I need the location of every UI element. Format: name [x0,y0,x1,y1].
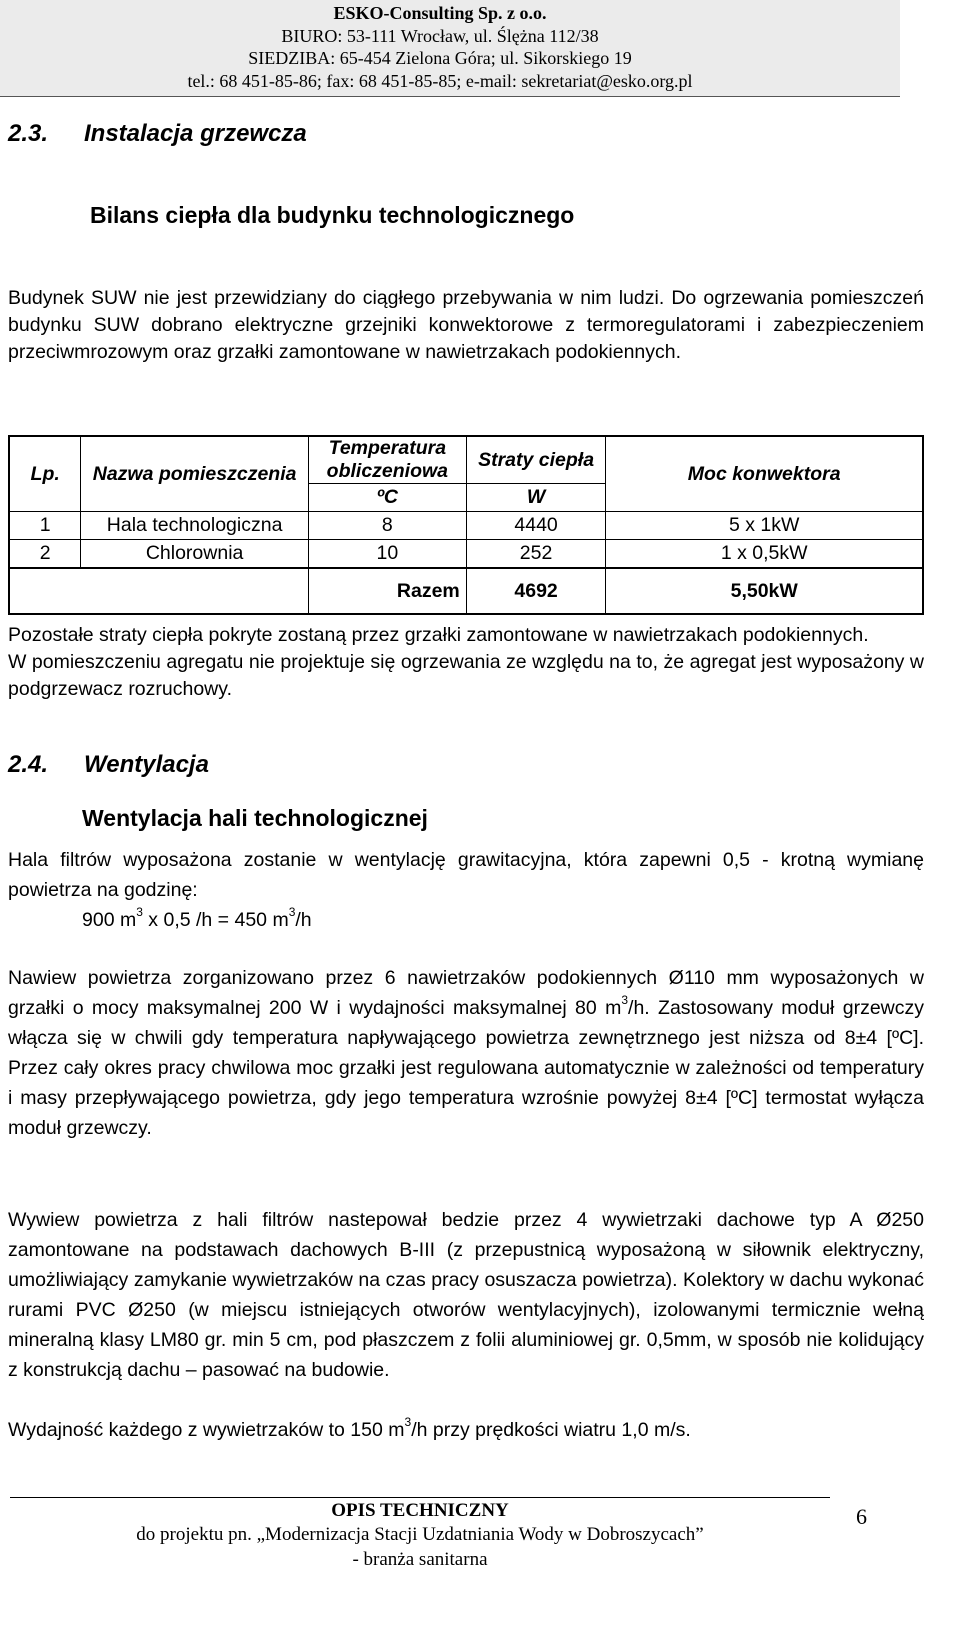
footer-title: OPIS TECHNICZNY [331,1500,509,1521]
total-label: Razem [308,568,466,614]
section-number-2-3: 2.3. [8,120,49,147]
cell-temp: 10 [308,540,466,569]
cell-power: 1 x 0,5kW [606,540,923,569]
contact-info: tel.: 68 451-85-86; fax: 68 451-85-85; e-mail: sekretariat@esko.org.pl [187,71,693,91]
cell-power: 5 x 1kW [606,512,923,540]
section-title-ventilation: Wentylacja [84,751,209,778]
ventilation-exhaust-paragraph: Wywiew powietrza z hali filtrów nastepował bedzie przez 4 wywietrzaki dachowe typ A Ø250 zamontowane na podstawach dachowych B-III (z przepustnicą wyposażoną w siłownik elektryczny, umożliwiający zamykanie wywietrzaków na czas pracy osuszacza powietrza). Kolektory w dachu wykonać rurami PVC Ø250 (w miejscu istniejących otworów wentylacyjnych), izolowanymi termicznie wełną mineralną klasy LM80 gr. min 5 cm, pod płaszczem z folii aluminiowej gr. 0,5mm, w sposób nie kolidujący z konstrukcją dachu – pasować na budowie. [8,1209,924,1381]
table-row [9,540,923,569]
capacity-text-b: /h przy prędkości wiatru 1,0 m/s. [411,1419,691,1441]
air-exchange-formula [82,905,312,935]
supply-text-b: /h. Zastosowany moduł grzewczy włącza się w chwili gdy temperatura napływającego powietrza zewnętrznego jest niższa od 8±4 [ºC]. Przez cały okres pracy chwilowa moc grzałki jest regulowana automatycznie w zależności od temperatury i masy przepływającego powietrza, gdy jego temperatura wzrośnie powyżej 8±4 [ºC] termostat wyłącza moduł grzewczy. [8,997,924,1139]
footer-project: do projektu pn. „Modernizacja Stacji Uzdatniania Wody w Dobroszycach” [136,1524,704,1545]
header-temperature: Temperatura obliczeniowa [308,436,466,484]
table-row [9,512,923,540]
heating-intro-text: Budynek SUW nie jest przewidziany do ciągłego przebywania w nim ludzi. Do ogrzewania pomieszczeń budynku SUW dobrano elektryczne grzejniki konwektorowe z termoregulatorami i zabezpieczeniem przeciwmrozowym oraz grzałki zamontowane w nawietrzakach podokiennych. [8,287,924,363]
heating-intro-paragraph [8,285,924,366]
formula-part-c: /h [295,909,312,931]
ventilation-capacity-line [8,1415,924,1445]
office-address: BIURO: 53-111 Wrocław, ul. Ślężna 112/38 [281,26,599,46]
formula-part-a: 900 m [82,909,137,931]
heating-notes [8,622,924,703]
footer-branch: - branża sanitarna [352,1549,488,1570]
heating-subtitle: Bilans ciepła dla budynku technologicznego [90,202,575,228]
formula-exp-a: 3 [136,904,143,919]
table-header-row [9,436,923,484]
cell-room: Hala technologiczna [81,512,309,540]
header-convector-power: Moc konwektora [606,436,923,512]
total-empty-cell [9,568,308,614]
formula-exp-b: 3 [288,904,296,919]
total-power: 5,50kW [606,568,923,614]
heating-note-2: W pomieszczeniu agregatu nie projektuje się ogrzewania ze względu na to, że agregat jest wyposażony w podgrzewacz rozruchowy. [8,651,924,700]
formula-part-b: x 0,5 /h = 450 m [142,909,289,931]
seat-address: SIEDZIBA: 65-454 Zielona Góra; ul. Sikorskiego 19 [248,48,632,68]
ventilation-intro: Hala filtrów wyposażona zostanie w wentylację grawitacyjna, która zapewni 0,5 - krotną wymianę powietrza na godzinę: [8,849,924,901]
section-title-heating: Instalacja grzewcza [84,120,307,147]
cell-lp: 1 [9,512,81,540]
company-name: ESKO-Consulting Sp. z o.o. [333,3,547,23]
capacity-exp: 3 [404,1414,412,1429]
heat-balance-table [8,435,924,615]
letterhead [0,0,900,97]
cell-loss: 252 [466,540,606,569]
supply-exp: 3 [621,992,629,1007]
supply-text-a: Nawiew powietrza zorganizowano przez 6 nawietrzaków podokiennych Ø110 mm wyposażonych w grzałki o mocy maksymalnej 200 W i wydajności maksymalnej 80 m [8,967,924,1019]
section-number-2-4: 2.4. [8,751,49,778]
capacity-text-a: Wydajność każdego z wywietrzaków to 150 m [8,1419,405,1441]
cell-loss: 4440 [466,512,606,540]
cell-lp: 2 [9,540,81,569]
cell-temp: 8 [308,512,466,540]
header-heat-loss: Straty ciepła [466,436,606,484]
header-room-name: Nazwa pomieszczenia [81,436,309,512]
header-temperature-unit: ºC [308,484,466,512]
footer-divider [10,1497,830,1498]
ventilation-supply-paragraph [8,963,924,1143]
header-heat-loss-unit: W [466,484,606,512]
page-number: 6 [856,1504,867,1529]
heating-note-1: Pozostałe straty ciepła pokryte zostaną przez grzałki zamontowane w nawietrzakach podokiennych. [8,624,869,646]
header-lp: Lp. [9,436,81,512]
cell-room: Chlorownia [81,540,309,569]
total-loss: 4692 [466,568,606,614]
ventilation-subtitle: Wentylacja hali technologicznej [82,805,428,831]
table-total-row [9,568,923,614]
